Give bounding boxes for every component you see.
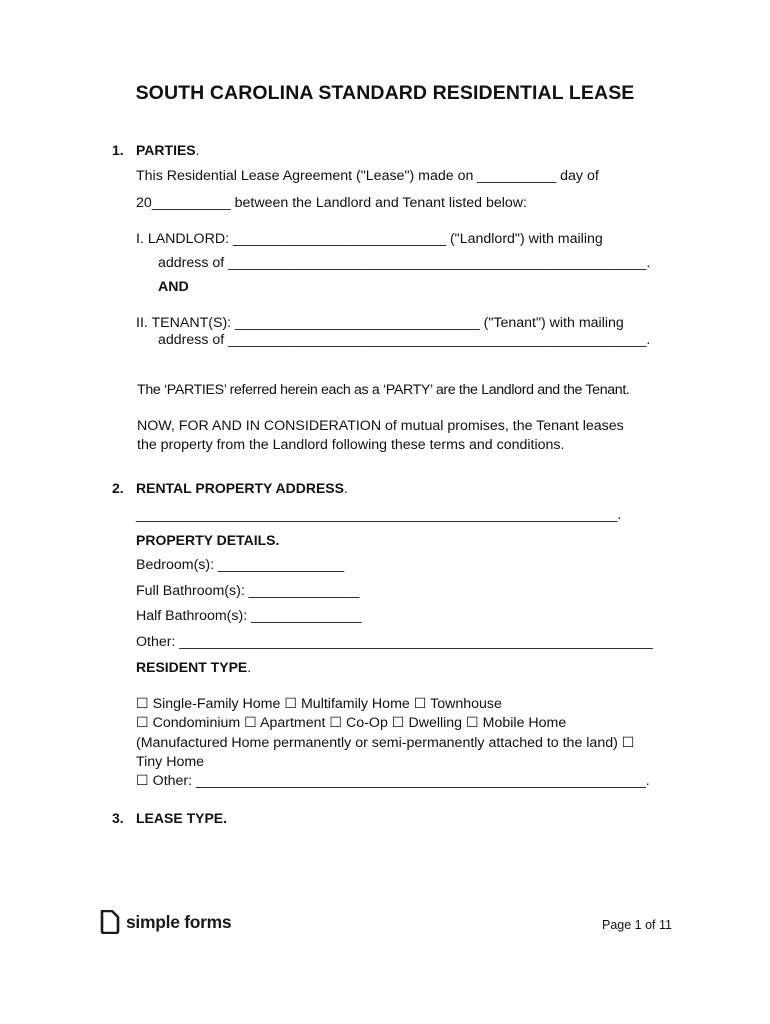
document-icon xyxy=(100,910,120,934)
property-details-heading: PROPERTY DETAILS. xyxy=(136,532,280,548)
other-details-line: Other: ____________________________________________________________ xyxy=(136,634,653,650)
lease-date-line: This Residential Lease Agreement ("Lease") made on __________ day of xyxy=(136,168,599,184)
section-2-heading: RENTAL PROPERTY ADDRESS xyxy=(136,480,344,496)
resident-type-other-line: ☐ Other: _________________________________________________________. xyxy=(136,773,650,789)
simple-forms-logo xyxy=(100,910,231,934)
and-label: AND xyxy=(158,279,189,295)
resident-type-heading: RESIDENT TYPE xyxy=(136,659,248,675)
bedrooms-line: Bedroom(s): ________________ xyxy=(136,557,345,573)
section-1-number: 1. xyxy=(112,142,124,158)
section-1-heading-period: . xyxy=(195,142,200,158)
parties-note: The ‘PARTIES’ referred herein each as a ‘PARTY’ are the Landlord and the Tenant. xyxy=(137,382,630,398)
landlord-line: I. LANDLORD: ___________________________ ("Landlord") with mailing xyxy=(136,231,603,247)
page-number: Page 1 of 11 xyxy=(602,918,672,932)
resident-type-period: . xyxy=(247,659,252,675)
tenant-line: II. TENANT(S): _______________________________ ("Tenant") with mailing xyxy=(136,315,624,331)
resident-type-heading-wrap xyxy=(136,659,251,675)
section-1-heading: PARTIES xyxy=(136,142,196,158)
consideration-line-1: NOW, FOR AND IN CONSIDERATION of mutual promises, the Tenant leases xyxy=(137,418,624,434)
lease-year-line: 20__________ between the Landlord and Tenant listed below: xyxy=(136,195,527,211)
section-3-number: 3. xyxy=(112,810,124,826)
section-1-heading-wrap xyxy=(136,142,200,158)
half-bathrooms-line: Half Bathroom(s): ______________ xyxy=(136,608,362,624)
resident-type-line-1: ☐ Single-Family Home ☐ Multifamily Home ☐ Townhouse xyxy=(136,696,502,712)
full-bathrooms-line: Full Bathroom(s): ______________ xyxy=(136,583,360,599)
logo-text: simple forms xyxy=(126,911,232,932)
section-2-heading-period: . xyxy=(343,480,348,496)
property-address-line: _____________________________________________________________. xyxy=(136,507,622,523)
resident-type-line-4: Tiny Home xyxy=(136,754,205,770)
section-2-number: 2. xyxy=(112,480,124,496)
consideration-line-2: the property from the Landlord following these terms and conditions. xyxy=(137,437,565,453)
document-title: SOUTH CAROLINA STANDARD RESIDENTIAL LEASE xyxy=(135,82,635,104)
landlord-address-line: address of _____________________________________________________. xyxy=(158,255,651,271)
section-3-heading: LEASE TYPE. xyxy=(136,810,228,826)
resident-type-line-3: (Manufactured Home permanently or semi-permanently attached to the land) ☐ xyxy=(136,735,635,751)
tenant-address-line: address of _____________________________________________________. xyxy=(158,332,651,348)
resident-type-line-2: ☐ Condominium ☐ Apartment ☐ Co-Op ☐ Dwelling ☐ Mobile Home xyxy=(136,715,567,731)
section-2-heading-wrap xyxy=(136,480,348,496)
